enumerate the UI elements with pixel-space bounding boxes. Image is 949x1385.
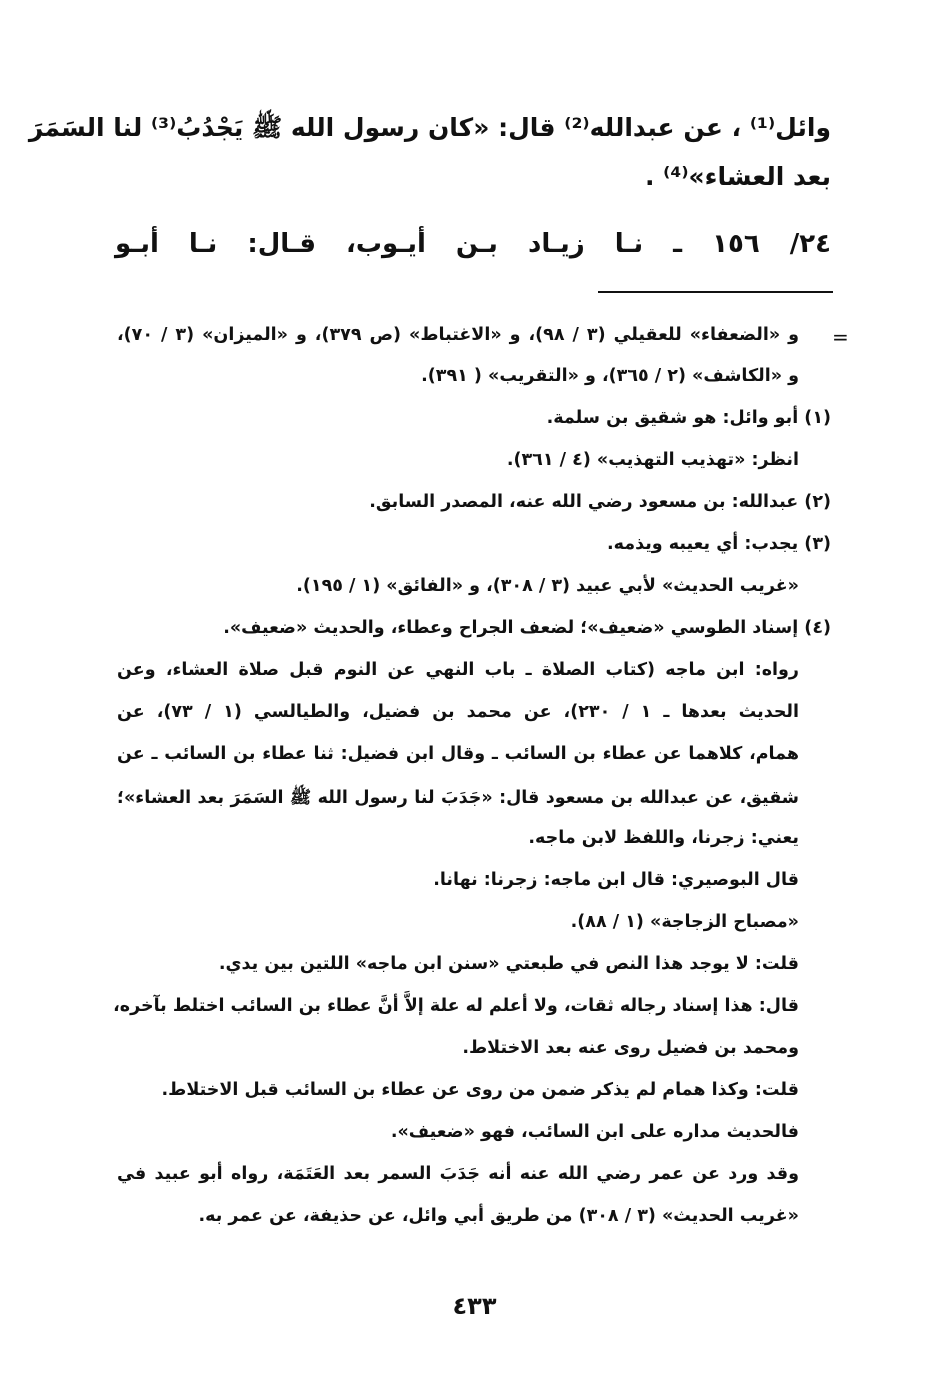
footnote-line: و «الضعفاء» للعقيلي (٣ / ٩٨)، و «الاغتباط» (ص ٣٧٩)، و «الميزان» (٣ / ٧٠)، xyxy=(117,325,800,345)
footnote-line: «غريب الحديث» لأبي عبيد (٣ / ٣٠٨)، و «الفائق» (١ / ١٩٥). xyxy=(296,576,799,596)
continuation-mark: = xyxy=(832,325,849,349)
footnote-line: قلت: لا يوجد هذا النص في طبعتي «سنن ابن ماجه» اللتين بين يدي. xyxy=(218,954,799,974)
footnote-line: وقد ورد عن عمر رضي الله عنه أنه جَدَبَ السمر بعد العَتَمَة، رواه أبو عبيد في xyxy=(117,1164,799,1184)
main-text-line-1: وائل⁽¹⁾ ، عن عبدالله⁽²⁾ قال: «كان رسول الله ﷺ يَجْدُبُ⁽³⁾ لنا السَمَرَ xyxy=(28,113,831,142)
footnote-2: (٢) عبدالله: بن مسعود رضي الله عنه، المصدر السابق. xyxy=(369,492,831,512)
footnote-line: رواه: ابن ماجه (كتاب الصلاة ـ باب النهي عن النوم قبل صلاة العشاء، وعن xyxy=(117,660,799,680)
footnote-line: «غريب الحديث» (٣ / ٣٠٨) من طريق أبي وائل، عن حذيفة، عن عمر به. xyxy=(198,1206,799,1226)
footnote-separator xyxy=(598,291,833,293)
footnote-line: قلت: وكذا همام لم يذكر ضمن من روى عن عطاء بن السائب قبل الاختلاط. xyxy=(161,1080,799,1100)
footnote-line: قال: هذا إسناد رجاله ثقات، ولا أعلم له علة إلاَّ أنَّ عطاء بن السائب اختلط بآخره، xyxy=(113,996,799,1016)
footnote-line: همام، كلاهما عن عطاء بن السائب ـ وقال ابن فضيل: ثنا عطاء بن السائب ـ عن xyxy=(117,744,799,764)
footnote-1: (١) أبو وائل: هو شقيق بن سلمة. xyxy=(546,408,831,428)
footnote-line: فالحديث مداره على ابن السائب، فهو «ضعيف». xyxy=(390,1122,799,1142)
footnote-line: انظر: «تهذيب التهذيب» (٤ / ٣٦١). xyxy=(506,450,799,470)
main-text-line-2: بعد العشاء»⁽⁴⁾ . xyxy=(644,162,831,191)
footnote-line: قال البوصيري: قال ابن ماجه: زجرنا: نهانا. xyxy=(433,870,799,890)
footnote-line: شقيق، عن عبدالله بن مسعود قال: «جَدَبَ لنا رسول الله ﷺ السَمَرَ بعد العشاء»؛ xyxy=(117,788,799,808)
footnote-line: «مصباح الزجاجة» (١ / ٨٨). xyxy=(570,912,799,932)
page-number: ٤٣٣ xyxy=(452,1292,497,1320)
footnote-line: و «الكاشف» (٢ / ٣٦٥)، و «التقريب» ( ٣٩١). xyxy=(421,366,799,386)
footnote-line: يعني: زجرنا، واللفظ لابن ماجه. xyxy=(528,828,799,848)
footnote-line: ومحمد بن فضيل روى عنه بعد الاختلاط. xyxy=(462,1038,799,1058)
footnote-4: (٤) إسناد الطوسي «ضعيف»؛ لضعف الجراح وعطاء، والحديث «ضعيف». xyxy=(223,618,831,638)
hadith-chain-line: ٢٤/ ١٥٦ ـ نـا زيـاد بـن أيـوب، قـال: نـا أبـو xyxy=(115,229,831,259)
footnote-3: (٣) يجدب: أي يعيبه ويذمه. xyxy=(607,534,831,554)
footnote-line: الحديث بعدها ـ ١ / ٢٣٠)، عن محمد بن فضيل، والطيالسي (١ / ٧٣)، عن xyxy=(117,702,799,722)
